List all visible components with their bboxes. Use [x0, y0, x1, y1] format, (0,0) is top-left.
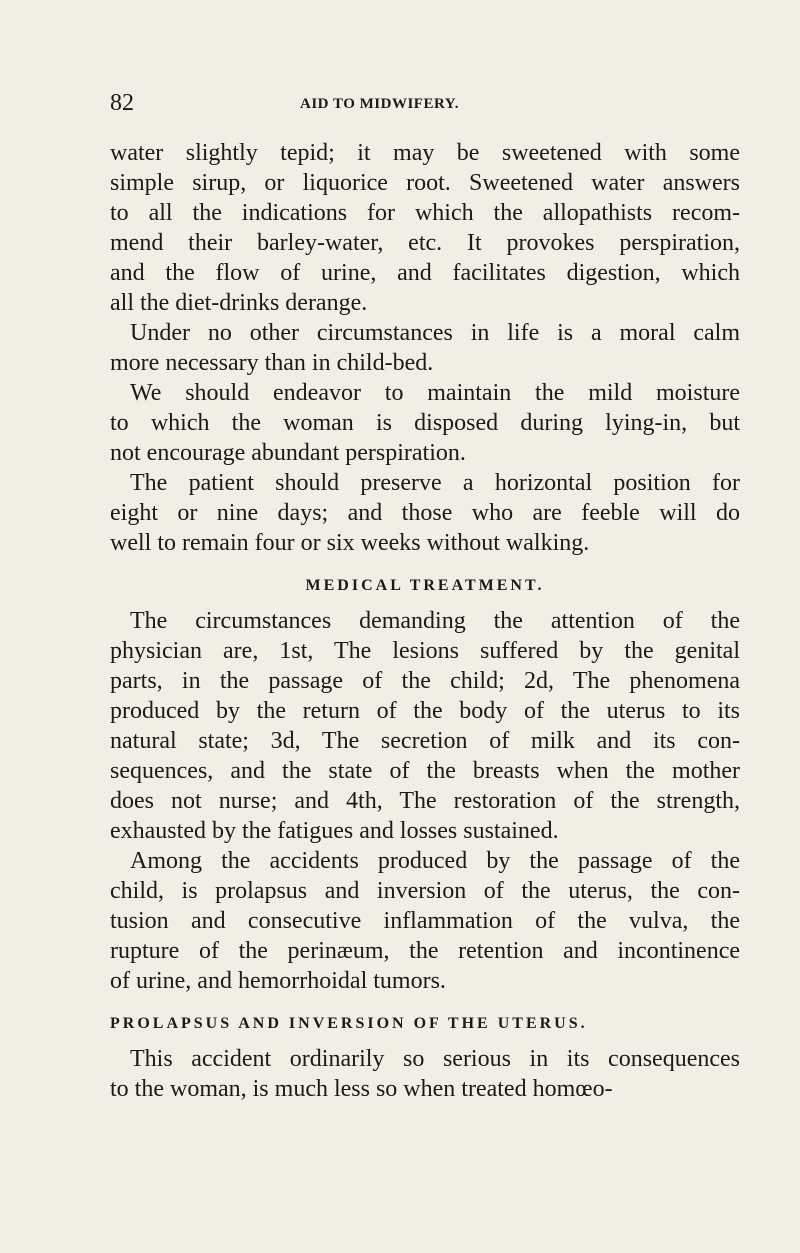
text-line: to all the indications for which the allopathists recom- — [110, 200, 740, 226]
page-number: 82 — [110, 90, 134, 116]
text-line: child, is prolapsus and inversion of the uterus, the con- — [110, 878, 740, 904]
paragraph — [110, 1044, 740, 1104]
paragraph — [110, 468, 740, 558]
text-line: parts, in the passage of the child; 2d, The phenomena — [110, 668, 740, 694]
text-line: This accident ordinarily so serious in its consequences — [130, 1046, 740, 1072]
text-line: well to remain four or six weeks without walking. — [110, 530, 590, 556]
text-line: rupture of the perinæum, the retention and incontinence — [110, 938, 740, 964]
text-line: Under no other circumstances in life is a moral calm — [130, 320, 740, 346]
text-line: mend their barley-water, etc. It provokes perspiration, — [110, 230, 740, 256]
text-line: produced by the return of the body of the uterus to its — [110, 698, 740, 724]
text-line: more necessary than in child-bed. — [110, 350, 434, 376]
text-line: sequences, and the state of the breasts when the mother — [110, 758, 740, 784]
text-line: tusion and consecutive inflammation of the vulva, the — [110, 908, 740, 934]
text-line: Among the accidents produced by the passage of the — [130, 848, 740, 874]
text-line: water slightly tepid; it may be sweetened with some — [110, 140, 740, 166]
text-line: exhausted by the fatigues and losses sustained. — [110, 818, 559, 844]
running-head — [110, 88, 710, 118]
text-line: physician are, 1st, The lesions suffered by the genital — [110, 638, 740, 664]
text-line: to the woman, is much less so when treated homœo- — [110, 1076, 613, 1102]
paragraph — [110, 846, 740, 996]
paragraph — [110, 138, 740, 318]
text-line: does not nurse; and 4th, The restoration of the strength, — [110, 788, 740, 814]
text-line: natural state; 3d, The secretion of milk and its con- — [110, 728, 740, 754]
section-heading-prolapsus: PROLAPSUS AND INVERSION OF THE UTERUS. — [110, 1015, 588, 1032]
text-line: and the flow of urine, and facilitates digestion, which — [110, 260, 740, 286]
text-line: to which the woman is disposed during lying-in, but — [110, 410, 740, 436]
running-title: AID TO MIDWIFERY. — [300, 96, 459, 112]
body-text — [110, 138, 740, 1104]
text-line: We should endeavor to maintain the mild moisture — [130, 380, 740, 406]
paragraph — [110, 606, 740, 846]
text-line: not encourage abundant perspiration. — [110, 440, 466, 466]
text-line: eight or nine days; and those who are feeble will do — [110, 500, 740, 526]
paragraph — [110, 378, 740, 468]
text-line: The circumstances demanding the attention of the — [130, 608, 740, 634]
text-line: The patient should preserve a horizontal position for — [130, 470, 740, 496]
text-line: simple sirup, or liquorice root. Sweetened water answers — [110, 170, 740, 196]
text-line: of urine, and hemorrhoidal tumors. — [110, 968, 446, 994]
paragraph — [110, 318, 740, 378]
text-line: all the diet-drinks derange. — [110, 290, 368, 316]
section-heading-medical-treatment: MEDICAL TREATMENT. — [305, 577, 545, 594]
